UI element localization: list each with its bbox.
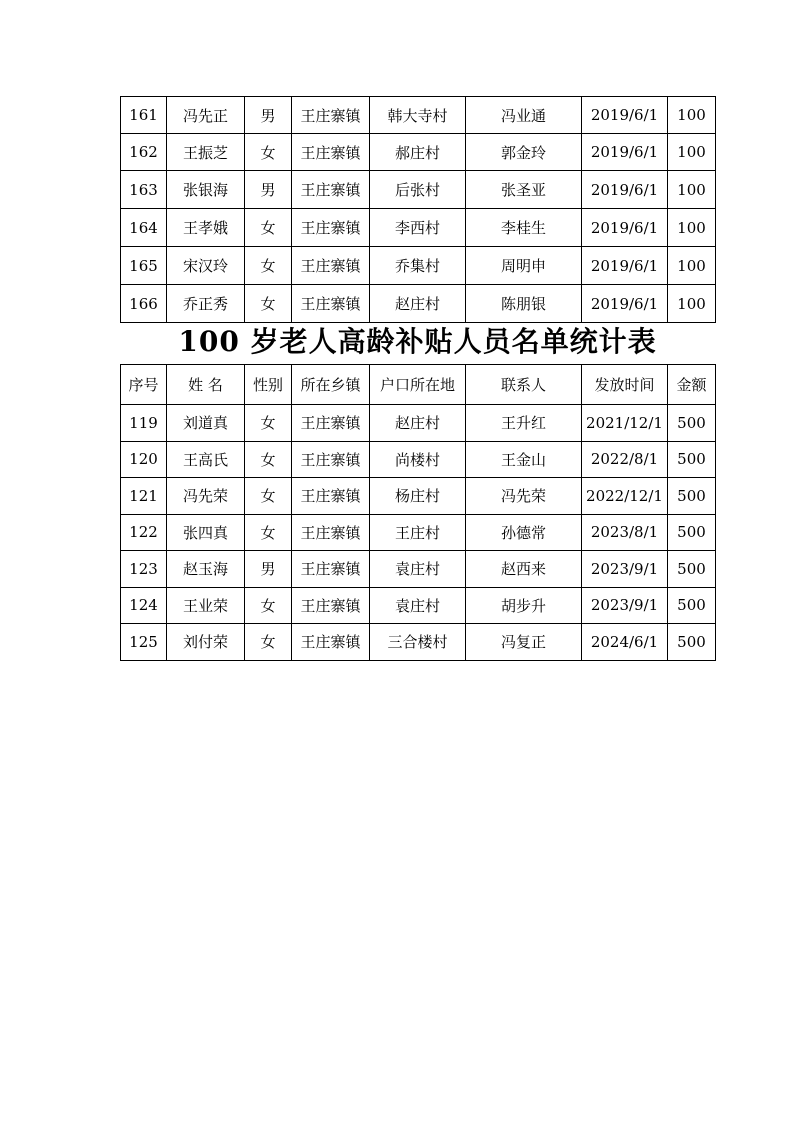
table-row — [121, 587, 716, 624]
cell-contact: 陈朋银 — [466, 285, 582, 323]
table-row — [121, 478, 716, 515]
cell-contact: 冯业通 — [466, 97, 582, 134]
cell-gender: 男 — [245, 97, 292, 134]
cell-contact: 李桂生 — [466, 209, 582, 247]
cell-name: 张银海 — [167, 171, 245, 209]
cell-contact: 冯复正 — [466, 624, 582, 661]
cell-amount: 100 — [668, 97, 716, 134]
table-header — [121, 365, 716, 405]
cell-contact: 赵西来 — [466, 551, 582, 588]
cell-contact: 孙德常 — [466, 514, 582, 551]
cell-amount: 100 — [668, 134, 716, 171]
cell-index: 163 — [121, 171, 167, 209]
cell-contact: 胡步升 — [466, 587, 582, 624]
cell-index: 124 — [121, 587, 167, 624]
cell-date: 2021/12/1 — [582, 405, 668, 442]
subsidy-table-continued — [120, 96, 716, 323]
cell-gender: 女 — [245, 247, 292, 285]
table-body — [121, 405, 716, 661]
cell-contact: 张圣亚 — [466, 171, 582, 209]
cell-amount: 100 — [668, 209, 716, 247]
cell-date: 2022/12/1 — [582, 478, 668, 515]
table-body — [121, 97, 716, 323]
cell-index: 166 — [121, 285, 167, 323]
header-date: 发放时间 — [582, 365, 668, 405]
cell-index: 123 — [121, 551, 167, 588]
cell-village: 尚楼村 — [370, 441, 466, 478]
table-row — [121, 247, 716, 285]
header-township: 所在乡镇 — [292, 365, 370, 405]
cell-village: 后张村 — [370, 171, 466, 209]
cell-village: 赵庄村 — [370, 405, 466, 442]
cell-township: 王庄寨镇 — [292, 247, 370, 285]
cell-date: 2022/8/1 — [582, 441, 668, 478]
cell-amount: 500 — [668, 478, 716, 515]
cell-amount: 500 — [668, 441, 716, 478]
table-row — [121, 209, 716, 247]
cell-amount: 500 — [668, 624, 716, 661]
cell-village: 袁庄村 — [370, 551, 466, 588]
cell-village: 三合楼村 — [370, 624, 466, 661]
cell-gender: 女 — [245, 514, 292, 551]
header-gender: 性别 — [245, 365, 292, 405]
cell-village: 杨庄村 — [370, 478, 466, 515]
cell-gender: 女 — [245, 587, 292, 624]
cell-contact: 王金山 — [466, 441, 582, 478]
cell-contact: 王升红 — [466, 405, 582, 442]
cell-index: 119 — [121, 405, 167, 442]
cell-amount: 500 — [668, 587, 716, 624]
cell-amount: 100 — [668, 171, 716, 209]
cell-name: 赵玉海 — [167, 551, 245, 588]
table-row — [121, 405, 716, 442]
table-row — [121, 171, 716, 209]
cell-township: 王庄寨镇 — [292, 478, 370, 515]
cell-township: 王庄寨镇 — [292, 551, 370, 588]
cell-index: 121 — [121, 478, 167, 515]
cell-index: 120 — [121, 441, 167, 478]
cell-village: 袁庄村 — [370, 587, 466, 624]
table-row — [121, 624, 716, 661]
cell-amount: 500 — [668, 405, 716, 442]
cell-index: 122 — [121, 514, 167, 551]
cell-amount: 100 — [668, 285, 716, 323]
header-row — [121, 365, 716, 405]
cell-name: 王业荣 — [167, 587, 245, 624]
cell-index: 161 — [121, 97, 167, 134]
table-row — [121, 551, 716, 588]
cell-amount: 500 — [668, 514, 716, 551]
cell-contact: 郭金玲 — [466, 134, 582, 171]
header-contact: 联系人 — [466, 365, 582, 405]
cell-gender: 男 — [245, 171, 292, 209]
cell-village: 韩大寺村 — [370, 97, 466, 134]
cell-date: 2023/8/1 — [582, 514, 668, 551]
cell-village: 赵庄村 — [370, 285, 466, 323]
header-amount: 金额 — [668, 365, 716, 405]
cell-township: 王庄寨镇 — [292, 587, 370, 624]
cell-date: 2023/9/1 — [582, 587, 668, 624]
cell-date: 2024/6/1 — [582, 624, 668, 661]
cell-name: 乔正秀 — [167, 285, 245, 323]
cell-gender: 女 — [245, 441, 292, 478]
cell-township: 王庄寨镇 — [292, 405, 370, 442]
cell-gender: 女 — [245, 285, 292, 323]
cell-contact: 冯先荣 — [466, 478, 582, 515]
cell-township: 王庄寨镇 — [292, 209, 370, 247]
table-row — [121, 97, 716, 134]
cell-date: 2019/6/1 — [582, 97, 668, 134]
cell-name: 宋汉玲 — [167, 247, 245, 285]
cell-gender: 男 — [245, 551, 292, 588]
cell-date: 2019/6/1 — [582, 247, 668, 285]
cell-date: 2019/6/1 — [582, 209, 668, 247]
cell-village: 王庄村 — [370, 514, 466, 551]
cell-date: 2019/6/1 — [582, 134, 668, 171]
cell-gender: 女 — [245, 478, 292, 515]
cell-index: 162 — [121, 134, 167, 171]
cell-village: 郝庄村 — [370, 134, 466, 171]
cell-township: 王庄寨镇 — [292, 441, 370, 478]
cell-name: 王振芝 — [167, 134, 245, 171]
cell-date: 2019/6/1 — [582, 285, 668, 323]
cell-township: 王庄寨镇 — [292, 285, 370, 323]
subsidy-table — [120, 364, 716, 661]
header-name: 姓 名 — [167, 365, 245, 405]
table-row — [121, 441, 716, 478]
cell-index: 164 — [121, 209, 167, 247]
cell-name: 刘付荣 — [167, 624, 245, 661]
cell-amount: 100 — [668, 247, 716, 285]
table-row — [121, 134, 716, 171]
cell-township: 王庄寨镇 — [292, 134, 370, 171]
section-title: 100 岁老人高龄补贴人员名单统计表 — [178, 325, 657, 358]
table-row — [121, 285, 716, 323]
cell-contact: 周明申 — [466, 247, 582, 285]
cell-gender: 女 — [245, 405, 292, 442]
cell-name: 张四真 — [167, 514, 245, 551]
cell-gender: 女 — [245, 209, 292, 247]
table-row — [121, 514, 716, 551]
cell-name: 王孝娥 — [167, 209, 245, 247]
cell-date: 2023/9/1 — [582, 551, 668, 588]
cell-township: 王庄寨镇 — [292, 514, 370, 551]
cell-name: 刘道真 — [167, 405, 245, 442]
header-village: 户口所在地 — [370, 365, 466, 405]
cell-index: 165 — [121, 247, 167, 285]
cell-township: 王庄寨镇 — [292, 171, 370, 209]
cell-amount: 500 — [668, 551, 716, 588]
cell-name: 冯先荣 — [167, 478, 245, 515]
cell-date: 2019/6/1 — [582, 171, 668, 209]
cell-gender: 女 — [245, 624, 292, 661]
cell-village: 李西村 — [370, 209, 466, 247]
cell-gender: 女 — [245, 134, 292, 171]
cell-name: 王高氏 — [167, 441, 245, 478]
cell-township: 王庄寨镇 — [292, 624, 370, 661]
header-index: 序号 — [121, 365, 167, 405]
cell-township: 王庄寨镇 — [292, 97, 370, 134]
cell-index: 125 — [121, 624, 167, 661]
cell-village: 乔集村 — [370, 247, 466, 285]
cell-name: 冯先正 — [167, 97, 245, 134]
